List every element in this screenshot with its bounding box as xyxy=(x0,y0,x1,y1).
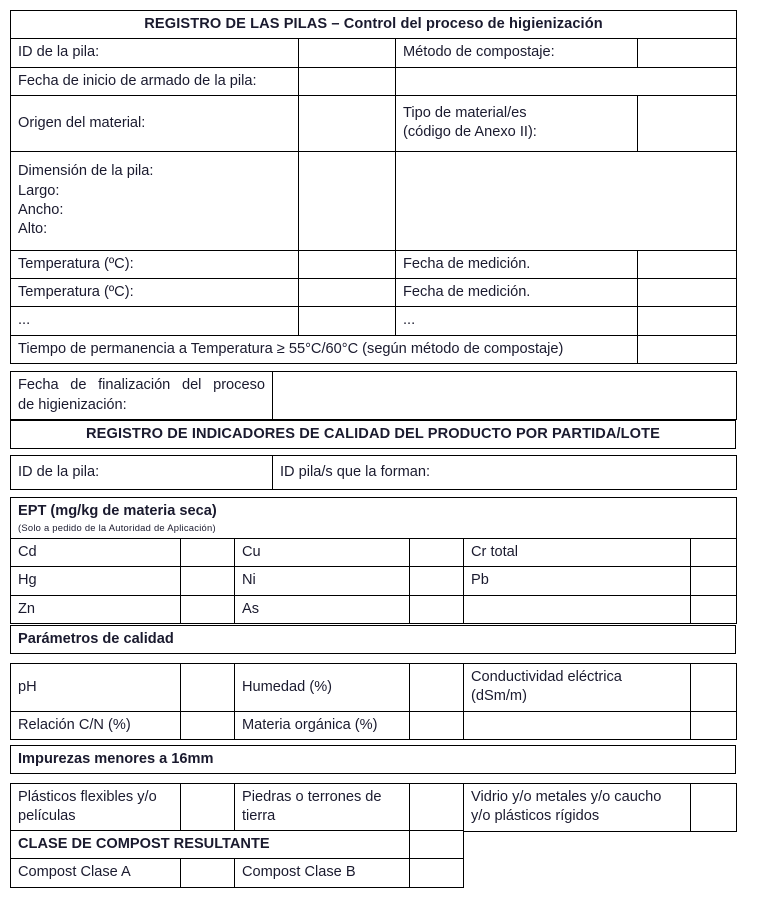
conductivity-line1: Conductividad eléctrica xyxy=(471,669,622,685)
material-type-label xyxy=(396,95,638,151)
table-row-end-date xyxy=(11,372,737,420)
dimension-input[interactable] xyxy=(299,151,396,250)
glass-line1: Vidrio y/o metales y/o caucho xyxy=(471,789,662,805)
organic-matter-label: Materia orgánica (%) xyxy=(235,711,410,739)
table-row-dimensions xyxy=(11,151,737,250)
table-row-compost-class-heading xyxy=(11,831,464,859)
ept-label-hg: Hg xyxy=(11,567,181,595)
ph-input[interactable] xyxy=(181,664,235,712)
dimension-label: Dimensión de la pila: xyxy=(18,163,154,180)
table-row-parameters-heading xyxy=(11,626,736,654)
start-date-extra-cell[interactable] xyxy=(396,67,737,95)
height-label: Alto: xyxy=(18,221,48,237)
quality-section-title: REGISTRO DE INDICADORES DE CALIDAD DEL PRODUCTO POR PARTIDA/LOTE xyxy=(11,421,736,449)
ept-label-zn: Zn xyxy=(11,595,181,623)
compost-method-label: Método de compostaje: xyxy=(396,39,638,67)
compost-class-heading: CLASE DE COMPOST RESULTANTE xyxy=(11,831,410,859)
plastics-input[interactable] xyxy=(181,784,235,832)
ept-heading-cell xyxy=(11,498,737,539)
glass-line2: y/o plásticos rígidos xyxy=(471,808,600,825)
stones-label xyxy=(235,784,410,832)
impurities-heading-table xyxy=(10,745,736,774)
table-row-impurities-heading xyxy=(11,746,736,774)
table-row-temperature-2 xyxy=(11,279,737,307)
dimension-extra-cell[interactable] xyxy=(396,151,737,250)
table-row-origin-material xyxy=(11,95,737,151)
table-row-temperature-1 xyxy=(11,250,737,278)
residence-time-input[interactable] xyxy=(638,335,737,363)
humidity-label: Humedad (%) xyxy=(235,664,410,712)
end-date-input[interactable] xyxy=(273,372,737,420)
ept-empty-label xyxy=(464,595,691,623)
ph-label: pH xyxy=(11,664,181,712)
table-row xyxy=(11,595,737,623)
table-row-impurities xyxy=(11,784,737,832)
material-type-line1: Tipo de material/es xyxy=(403,105,527,121)
compost-class-table xyxy=(10,830,464,888)
conductivity-label xyxy=(464,664,691,712)
ept-label-cu: Cu xyxy=(235,539,410,567)
compost-class-b-input[interactable] xyxy=(410,859,464,887)
table-row-ept-heading xyxy=(11,498,737,539)
temperature-input-3[interactable] xyxy=(299,307,396,335)
temperature-input-1[interactable] xyxy=(299,250,396,278)
measure-date-ellipsis-label: ... xyxy=(396,307,638,335)
ept-label-ni: Ni xyxy=(235,567,410,595)
ept-heading: EPT (mg/kg de materia seca) xyxy=(18,503,217,519)
glass-label xyxy=(464,784,691,832)
table-row-title xyxy=(11,11,737,39)
measure-date-input-2[interactable] xyxy=(638,279,737,307)
pile-id-input[interactable] xyxy=(299,39,396,67)
parameters-empty-cell-b xyxy=(691,711,737,739)
end-date-label xyxy=(11,372,273,420)
stones-line2: tierra xyxy=(242,808,276,825)
table-row-residence-time xyxy=(11,335,737,363)
table-row-section2-title xyxy=(11,421,736,449)
ept-input-cd[interactable] xyxy=(181,539,235,567)
humidity-input[interactable] xyxy=(410,664,464,712)
ept-input-hg[interactable] xyxy=(181,567,235,595)
stones-line1: Piedras o terrones de xyxy=(242,789,382,805)
origin-input[interactable] xyxy=(299,95,396,151)
plastics-label xyxy=(11,784,181,832)
conductivity-input[interactable] xyxy=(691,664,737,712)
quality-parameters-heading-table xyxy=(10,625,736,654)
origin-label: Origen del material: xyxy=(11,95,299,151)
cn-ratio-input[interactable] xyxy=(181,711,235,739)
ept-label-pb: Pb xyxy=(464,567,691,595)
compost-class-a-label: Compost Clase A xyxy=(11,859,181,887)
component-piles-label: ID pila/s que la forman: xyxy=(273,456,737,490)
table-row-cn-organic xyxy=(11,711,737,739)
measure-date-input-3[interactable] xyxy=(638,307,737,335)
table-row-ph-humidity-conductivity xyxy=(11,664,737,712)
residence-time-label: Tiempo de permanencia a Temperatura ≥ 55°C/60°C (según método de compostaje) xyxy=(11,335,638,363)
parameters-empty-cell-a xyxy=(464,711,691,739)
ept-input-cu[interactable] xyxy=(410,539,464,567)
ept-subheading: (Solo a pedido de la Autoridad de Aplicación) xyxy=(18,522,216,534)
organic-matter-input[interactable] xyxy=(410,711,464,739)
temperature-ellipsis-label: ... xyxy=(11,307,299,335)
plastics-line1: Plásticos flexibles y/o xyxy=(18,789,157,805)
temperature-label-2: Temperatura (ºC): xyxy=(11,279,299,307)
start-date-input[interactable] xyxy=(299,67,396,95)
ept-label-cr-total: Cr total xyxy=(464,539,691,567)
plastics-line2: películas xyxy=(18,808,76,825)
table-row xyxy=(11,567,737,595)
table-row xyxy=(11,539,737,567)
conductivity-line2: (dSm/m) xyxy=(471,688,527,705)
quality-parameters-heading: Parámetros de calidad xyxy=(11,626,736,654)
impurities-table xyxy=(10,783,737,832)
length-label: Largo: xyxy=(18,182,60,199)
cn-ratio-label: Relación C/N (%) xyxy=(11,711,181,739)
end-date-line2: de higienización: xyxy=(18,396,127,413)
quality-parameters-table xyxy=(10,663,737,740)
ept-empty-input xyxy=(691,595,737,623)
start-date-label: Fecha de inicio de armado de la pila: xyxy=(11,67,299,95)
quality-section-header-table xyxy=(10,420,736,449)
compost-class-b-label: Compost Clase B xyxy=(235,859,410,887)
end-date-line1: Fecha de finalización del proceso xyxy=(18,377,265,394)
table-row-id-method xyxy=(11,39,737,67)
width-label: Ancho: xyxy=(18,201,64,218)
end-date-table xyxy=(10,371,737,420)
ept-table xyxy=(10,497,737,624)
ept-input-ni[interactable] xyxy=(410,567,464,595)
quality-pile-id-table xyxy=(10,455,737,490)
temperature-label-1: Temperatura (ºC): xyxy=(11,250,299,278)
impurities-heading: Impurezas menores a 16mm xyxy=(11,746,736,774)
table-row-quality-pile-id xyxy=(11,456,737,490)
temperature-input-2[interactable] xyxy=(299,279,396,307)
material-type-input[interactable] xyxy=(638,95,737,151)
table-row-compost-classes xyxy=(11,859,464,887)
table-row-temperature-more xyxy=(11,307,737,335)
glass-input[interactable] xyxy=(691,784,737,832)
compost-method-input[interactable] xyxy=(638,39,737,67)
measure-date-label-2: Fecha de medición. xyxy=(396,279,638,307)
page-title: REGISTRO DE LAS PILAS – Control del proceso de higienización xyxy=(11,11,737,39)
table-row-start-date xyxy=(11,67,737,95)
compost-class-heading-input[interactable] xyxy=(410,831,464,859)
ept-input-pb[interactable] xyxy=(691,567,737,595)
pile-record-table xyxy=(10,10,737,364)
ept-label-cd: Cd xyxy=(11,539,181,567)
ept-input-as[interactable] xyxy=(410,595,464,623)
ept-label-as: As xyxy=(235,595,410,623)
compost-class-a-input[interactable] xyxy=(181,859,235,887)
dimension-label-group xyxy=(11,151,299,250)
material-type-line2: (código de Anexo II): xyxy=(403,124,537,141)
measure-date-input-1[interactable] xyxy=(638,250,737,278)
ept-input-cr-total[interactable] xyxy=(691,539,737,567)
ept-input-zn[interactable] xyxy=(181,595,235,623)
measure-date-label-1: Fecha de medición. xyxy=(396,250,638,278)
stones-input[interactable] xyxy=(410,784,464,832)
quality-pile-id-label: ID de la pila: xyxy=(11,456,273,490)
pile-id-label: ID de la pila: xyxy=(11,39,299,67)
